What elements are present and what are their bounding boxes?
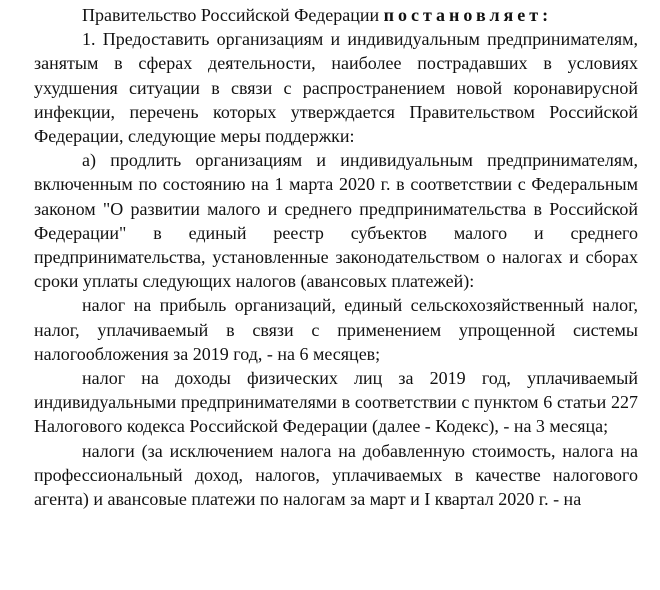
paragraph-other-taxes: налоги (за исключением налога на добавленную стоимость, налога на профессиональный доход, налогов, уплачиваемых в качестве налогового агента) и авансовые платежи по налогам за март и I квартал 2020 г. - на	[34, 440, 638, 510]
paragraph-income-tax: налог на доходы физических лиц за 2019 год, уплачиваемый индивидуальными предпринимателями в соответствии с пунктом 6 статьи 227 Налогового кодекса Российской Федерации (далее - Кодекс), - на 3 месяца;	[34, 368, 638, 437]
intro-verb: постановляет:	[383, 5, 553, 25]
intro-text: Правительство Российской Федерации	[82, 5, 384, 25]
paragraph-item-1: 1. Предоставить организациям и индивидуальным предпринимателям, занятым в сферах деятельности, наиболее пострадавших в условиях ухудшения ситуации в связи с распространением новой коронавирусной инфекции, перечень которых утверждается Правительством Российской Федерации, следующие меры поддержки:	[34, 29, 638, 147]
document-body	[34, 3, 638, 511]
paragraph-subitem-a: а) продлить организациям и индивидуальным предпринимателям, включенным по состоянию на 1 марта 2020 г. в соответствии с Федеральным законом "О развитии малого и среднего предпринимательства в Российской Федерации" в единый реестр субъектов малого и среднего предпринимательства, установленные законодательством о налогах и сборах сроки уплаты следующих налогов (авансовых платежей):	[34, 150, 638, 292]
paragraph-profit-tax: налог на прибыль организаций, единый сельскохозяйственный налог, налог, уплачиваемый в связи с применением упрощенной системы налогообложения за 2019 год, - на 6 месяцев;	[34, 295, 638, 364]
intro-line	[34, 3, 638, 27]
